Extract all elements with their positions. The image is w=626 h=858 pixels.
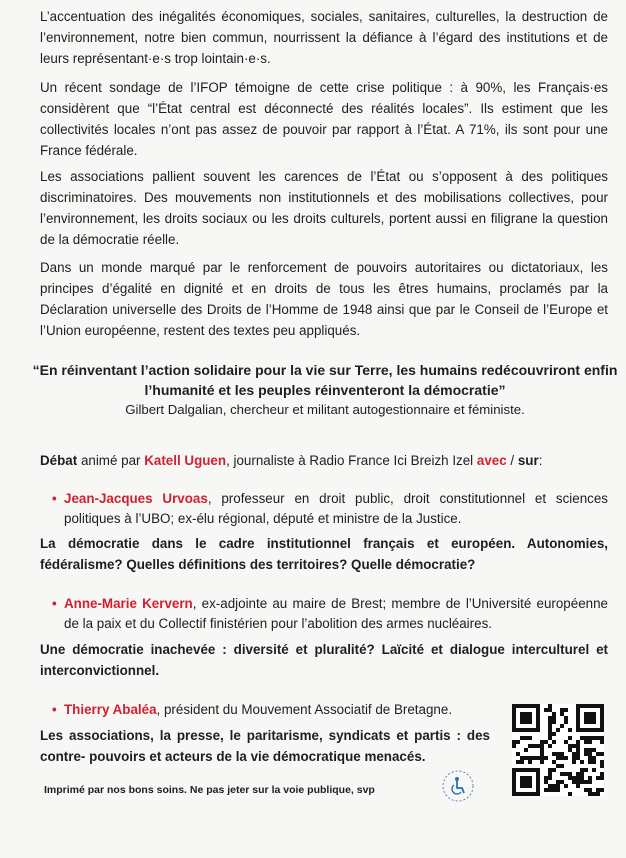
bullet-dot: • [52,491,57,506]
speaker-role: , président du Mouvement Associatif de Bretagne. [156,702,453,717]
speaker-text [52,489,608,529]
debate-text-1: animé par [77,453,145,468]
debate-intro [40,450,608,471]
speaker-name: Anne-Marie Kervern [64,596,193,611]
accessibility-icon [440,768,476,804]
intro-paragraph-1: L’accentuation des inégalités économiques, sociales, sanitaires, culturelles, la destruction de l’environnement, notre bien commun, nourrissent la défiance à l’égard des institutions et de leurs représentant·e·s trop lointain·e·s. [40,9,608,66]
speaker-text [52,700,492,720]
bullet-dot: • [52,596,57,611]
debate-separator: / [506,453,518,468]
speaker-name: Thierry Abaléa [64,702,157,717]
speaker-theme-3: Les associations, la presse, le paritarisme, syndicats et partis : des contre- pouvoirs et acteurs de la vie démocratique menacés. [40,728,490,764]
intro-paragraph-4: Dans un monde marqué par le renforcement de pouvoirs autoritaires ou dictatoriaux, les principes d’égalité en dignité et en droits de tous les êtres humains, proclamés par la Déclaration universelle des Droits de l’Homme de 1948 ainsi que par le Conseil de l’Europe et l’Union européenne, restent des textes peu appliqués. [40,260,608,338]
intro-paragraph-3: Les associations pallient souvent les carences de l’État ou s’opposent à des politiques discriminatoires. Des mouvements non institutionnels et des mobilisations collectives, pour l’environnement, les droits sociaux ou les droits culturels, portent aussi en filigrane la question de la démocratie réelle. [40,169,608,247]
debate-label: Débat [40,453,78,468]
speaker-role: , ex-adjointe au maire de Brest; membre de l’Université européenne de la paix et du Collectif finistérien pour l’abolition des armes nucléaires. [64,596,608,631]
quote-author: Gilbert Dalgalian, chercheur et militant autogestionnaire et féministe. [125,402,525,417]
debate-avec: avec [476,453,507,468]
debate-text-2: , journaliste à Radio France Ici Breizh Izel [226,453,477,468]
quote-text: “En réinventant l’action solidaire pour la vie sur Terre, les humains redécouvriront enfin l’humanité et les peuples réinventeront la démocratie” [32,362,618,398]
footer-note: Imprimé par nos bons soins. Ne pas jeter sur la voie publique, svp [44,784,375,796]
speaker-theme-1: La démocratie dans le cadre institutionnel français et européen. Autonomies, fédéralisme? Quelles définitions des territoires? Quelle démocratie? [40,536,608,572]
intro-paragraph-2: Un récent sondage de l’IFOP témoigne de cette crise politique : à 90%, les Français·es considèrent que “l’État central est déconnecté des réalités locales”. Ils estiment que les collectivités locales n’ont pas assez de pouvoir par rapport à l’État. A 71%, ils sont pour une France fédérale. [40,80,608,158]
debate-sur: sur [517,453,539,468]
bullet-dot: • [52,702,57,717]
speaker-name: Jean-Jacques Urvoas [64,491,208,506]
moderator-name: Katell Uguen [144,453,227,468]
speaker-role: , professeur en droit public, droit constitutionnel et sciences politiques à l’UBO; ex-élu régional, député et ministre de la Justice. [64,491,608,526]
speaker-text [52,594,608,634]
speaker-theme-2: Une démocratie inachevée : diversité et pluralité? Laïcité et dialogue interculturel et interconvictionnel. [40,642,608,678]
speaker-item-2 [52,594,608,634]
debate-colon: : [538,453,543,468]
qr-code-icon [512,704,604,796]
speaker-item-1 [52,489,608,529]
speaker-item-3 [52,700,492,720]
